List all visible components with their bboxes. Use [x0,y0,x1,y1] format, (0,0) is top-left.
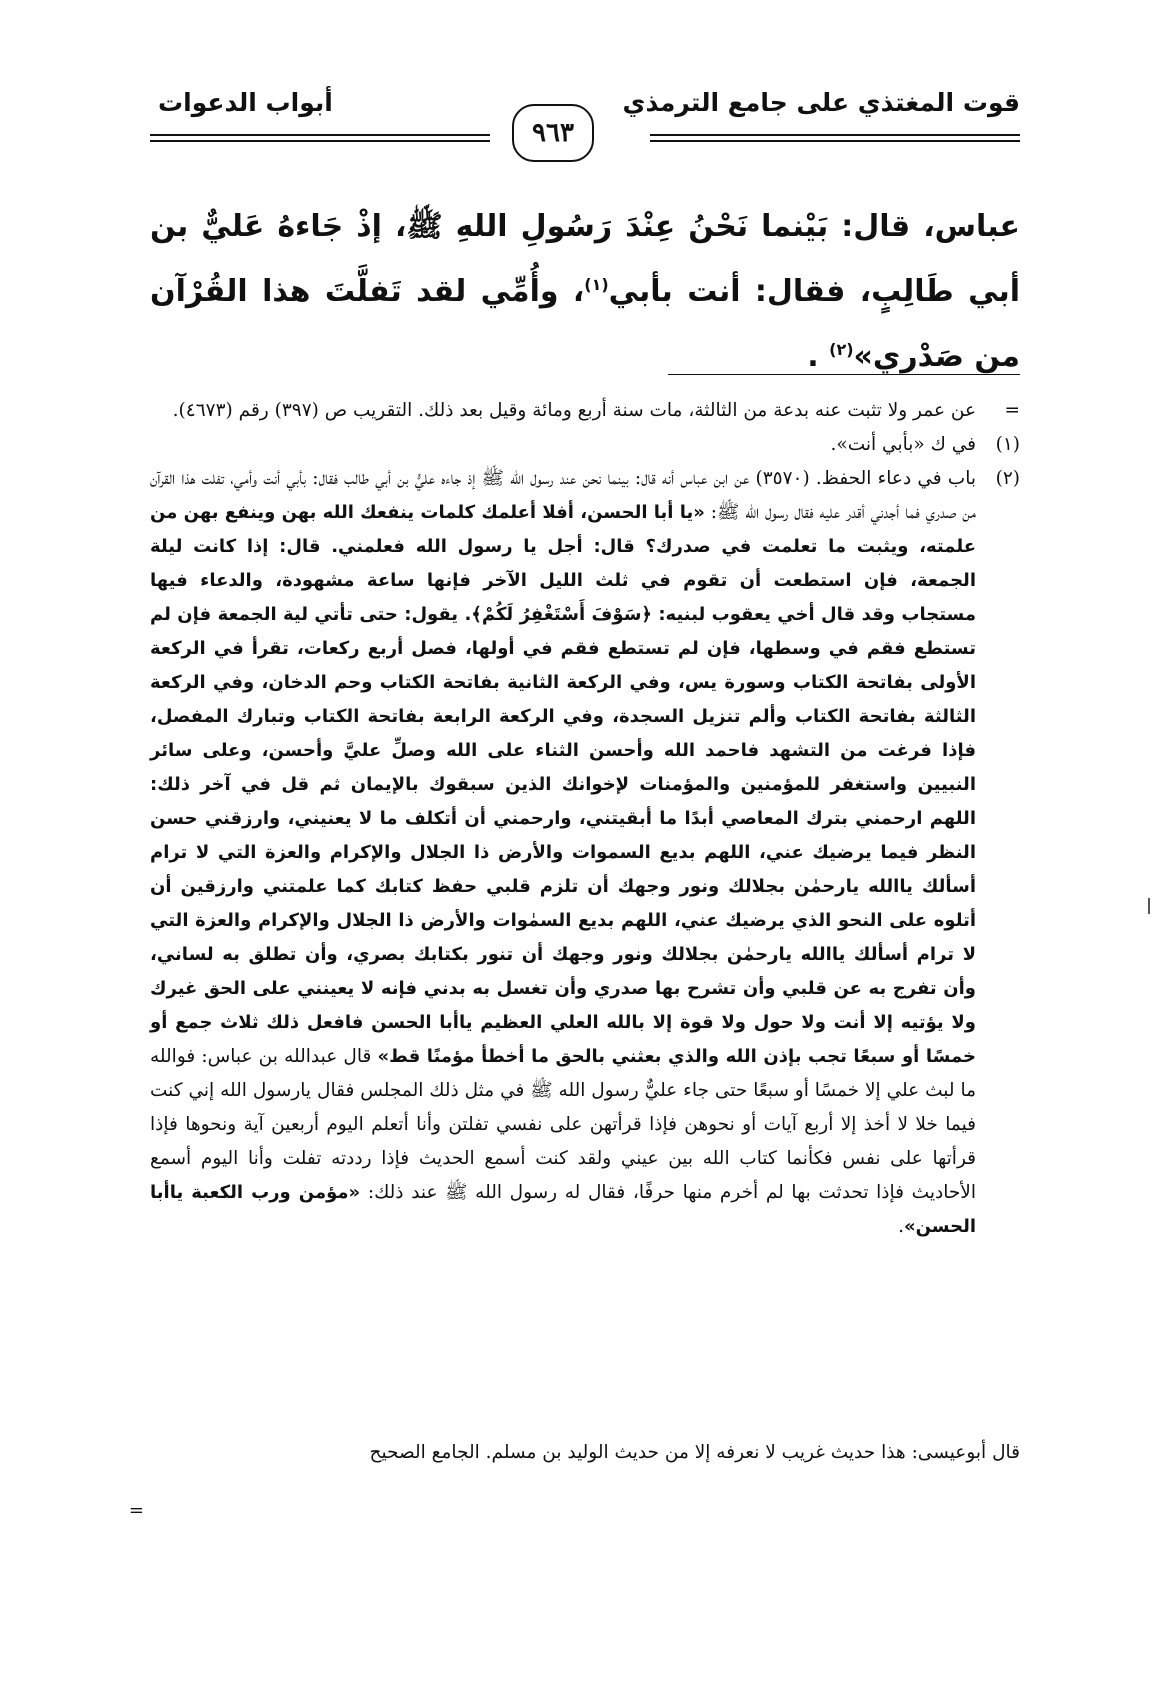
footnote-continuation [150,394,1020,428]
footnote-1-mark: (١) [995,434,1020,455]
footnote-2-text-c: قال عبدالله بن عباس: فوالله ما لبث علي إلا خمسًا أو سبعًا حتى جاء عليٌّ رسول الله ﷺ في مثل ذلك المجلس فقال يارسول الله إني كنت فيما خلا لا أخذ إلا أربع آيات أو نحوهن فإذا قرأتهن على نفسي تفلتن وأنا أتعلم اليوم أربعين آية ونحوها فإذا قرأتها على نفس فكأنما كتاب الله بين عيني ولقد كنت أسمع الحديث فإذا رددته تفلت وأنا اليوم أسمع الأحاديث فإذا تحدثت بها لم أخرم منها حرفًا، فقال له رسول الله ﷺ عند ذلك: [150,1046,976,1203]
footnote-2-text-d: «مؤمن ورب الكعبة ياأبا الحسن» [150,1182,976,1237]
margin-mark [1148,898,1150,914]
book-title: قوت المغتذي على جامع الترمذي [622,88,1020,117]
footnote-2 [150,462,1020,1244]
continuation-bottom-mark: = [128,1500,144,1521]
footnote-separator [668,374,1020,375]
chapter-title: أبواب الدعوات [158,88,333,117]
hadith-text-end: . [807,339,830,374]
hadith-text-part1: عباس، قال: بَيْنما نَحْنُ عِنْدَ رَسُولِ اللهِ ﷺ، إذْ جَاءهُ عَليٌّ بن أبي طَالِبٍ، فقال: أنت بأبي [150,209,1020,309]
footnote-ref-1: (١) [584,275,609,294]
footnote-1-text: في ك «بأبي أنت». [830,434,976,455]
footnote-2-text-b: «يا أبا الحسن، أفلا أعلمك كلمات ينفعك الله بهن وينفع بهن من علمته، ويثبت ما تعلمت في صدرك؟ قال: أجل يا رسول الله فعلمني. قال: إذا كانت ليلة الجمعة، فإن استطعت أن تقوم في ثلث الليل الآخر فإنها ساعة مشهودة، والدعاء فيها مستجاب وقد قال أخي يعقوب لبنيه: ﴿سَوْفَ أَسْتَغْفِرُ لَكُمْ﴾. يقول: حتى تأتي لية الجمعة فإن لم تستطع فقم في وسطها، فإن لم تستطع فقم في أولها، فصل أربع ركعات، تقرأ في الركعة الأولى بفاتحة الكتاب وسورة يس، وفي الركعة الثانية بفاتحة الكتاب وحم الدخان، وفي الركعة الثالثة بفاتحة الكتاب وألم تنزيل السجدة، وفي الركعة الرابعة بفاتحة الكتاب وتبارك المفصل، فإذا فرغت من التشهد فاحمد الله وأحسن الثناء على الله وصلِّ عليَّ وأحسن، وعلى سائر النبيين واستغفر للمؤمنين والمؤمنات لإخوانك الذين سبقوك بالإيمان ثم قل في آخر ذلك: اللهم ارحمني بترك المعاصي أبدًا ما أبقيتني، وارحمني أن أتكلف ما لا يعنيني، وارزقني حسن النظر فيما يرضيك عني، اللهم بديع السموات والأرض ذا الجلال والإكرام والعزة التي لا ترام أسألك ياالله يارحمٰن بجلالك ونور وجهك أن تلزم قلبي حفظ كتابك كما علمتني وارزقين أن أتلوه على النحو الذي يرضيك عني، اللهم بديع السمٰوات والأرض ذا الجلال والإكرام والعزة التي لا ترام أسألك ياالله يارحمٰن بجلالك ونور وجهك أن تنور بكتابك بصري، وأن تطلق به لساني، وأن تفرج به عن قلبي وأن تشرح بها صدري وأن تغسل به بدني فإنه لا يعينني على الحق غيرك ولا يؤتيه إلا أنت ولا حول ولا قوة إلا بالله العلي العظيم ياأبا الحسن فافعل ذلك ثلاث جمع أو خمسًا أو سبعًا تجب بإذن الله والذي بعثني بالحق ما أخطأ مؤمنًا قط» [150,502,976,1067]
footnote-2-mark: (٢) [995,468,1020,489]
continuation-text: عن عمر ولا تثبت عنه بدعة من الثالثة، مات سنة أربع ومائة وقيل بعد ذلك. التقريب ص (٣٩٧) رقم (٤٦٧٣). [172,400,976,421]
footnote-1 [150,428,1020,462]
page-header [150,84,1020,160]
footnotes [150,394,1020,1244]
hadith-text-part2: ، وأُمِّي لقد تَفلَّتَ هذا القُرْآن من صَدْري» [150,274,1020,374]
continuation-mark: = [1004,400,1020,421]
header-rule-left [150,134,490,142]
hadith-text [150,198,1020,386]
header-rule-right [650,134,1020,142]
page-number: ٩٦٣ [512,104,594,162]
footnote-ref-2: (٢) [829,340,854,359]
footnote-2-text-a: باب في دعاء الحفظ. (٣٥٧٠) عن ابن عباس أنه قال: بينما نحن عند رسول الله ﷺ إذ جاءه عليُّ بن أبي طالب فقال: بأبي أنت وأمي، تفلت هذا القرآن من صدري فما أجدني أقدر عليه فقال رسول الله ﷺ: [150,468,976,523]
footnote-tail: قال أبوعيسى: هذا حديث غريب لا نعرفه إلا من حديث الوليد بن مسلم. الجامع الصحيح [369,1442,1020,1463]
footnote-2-text-e: . [898,1216,904,1237]
